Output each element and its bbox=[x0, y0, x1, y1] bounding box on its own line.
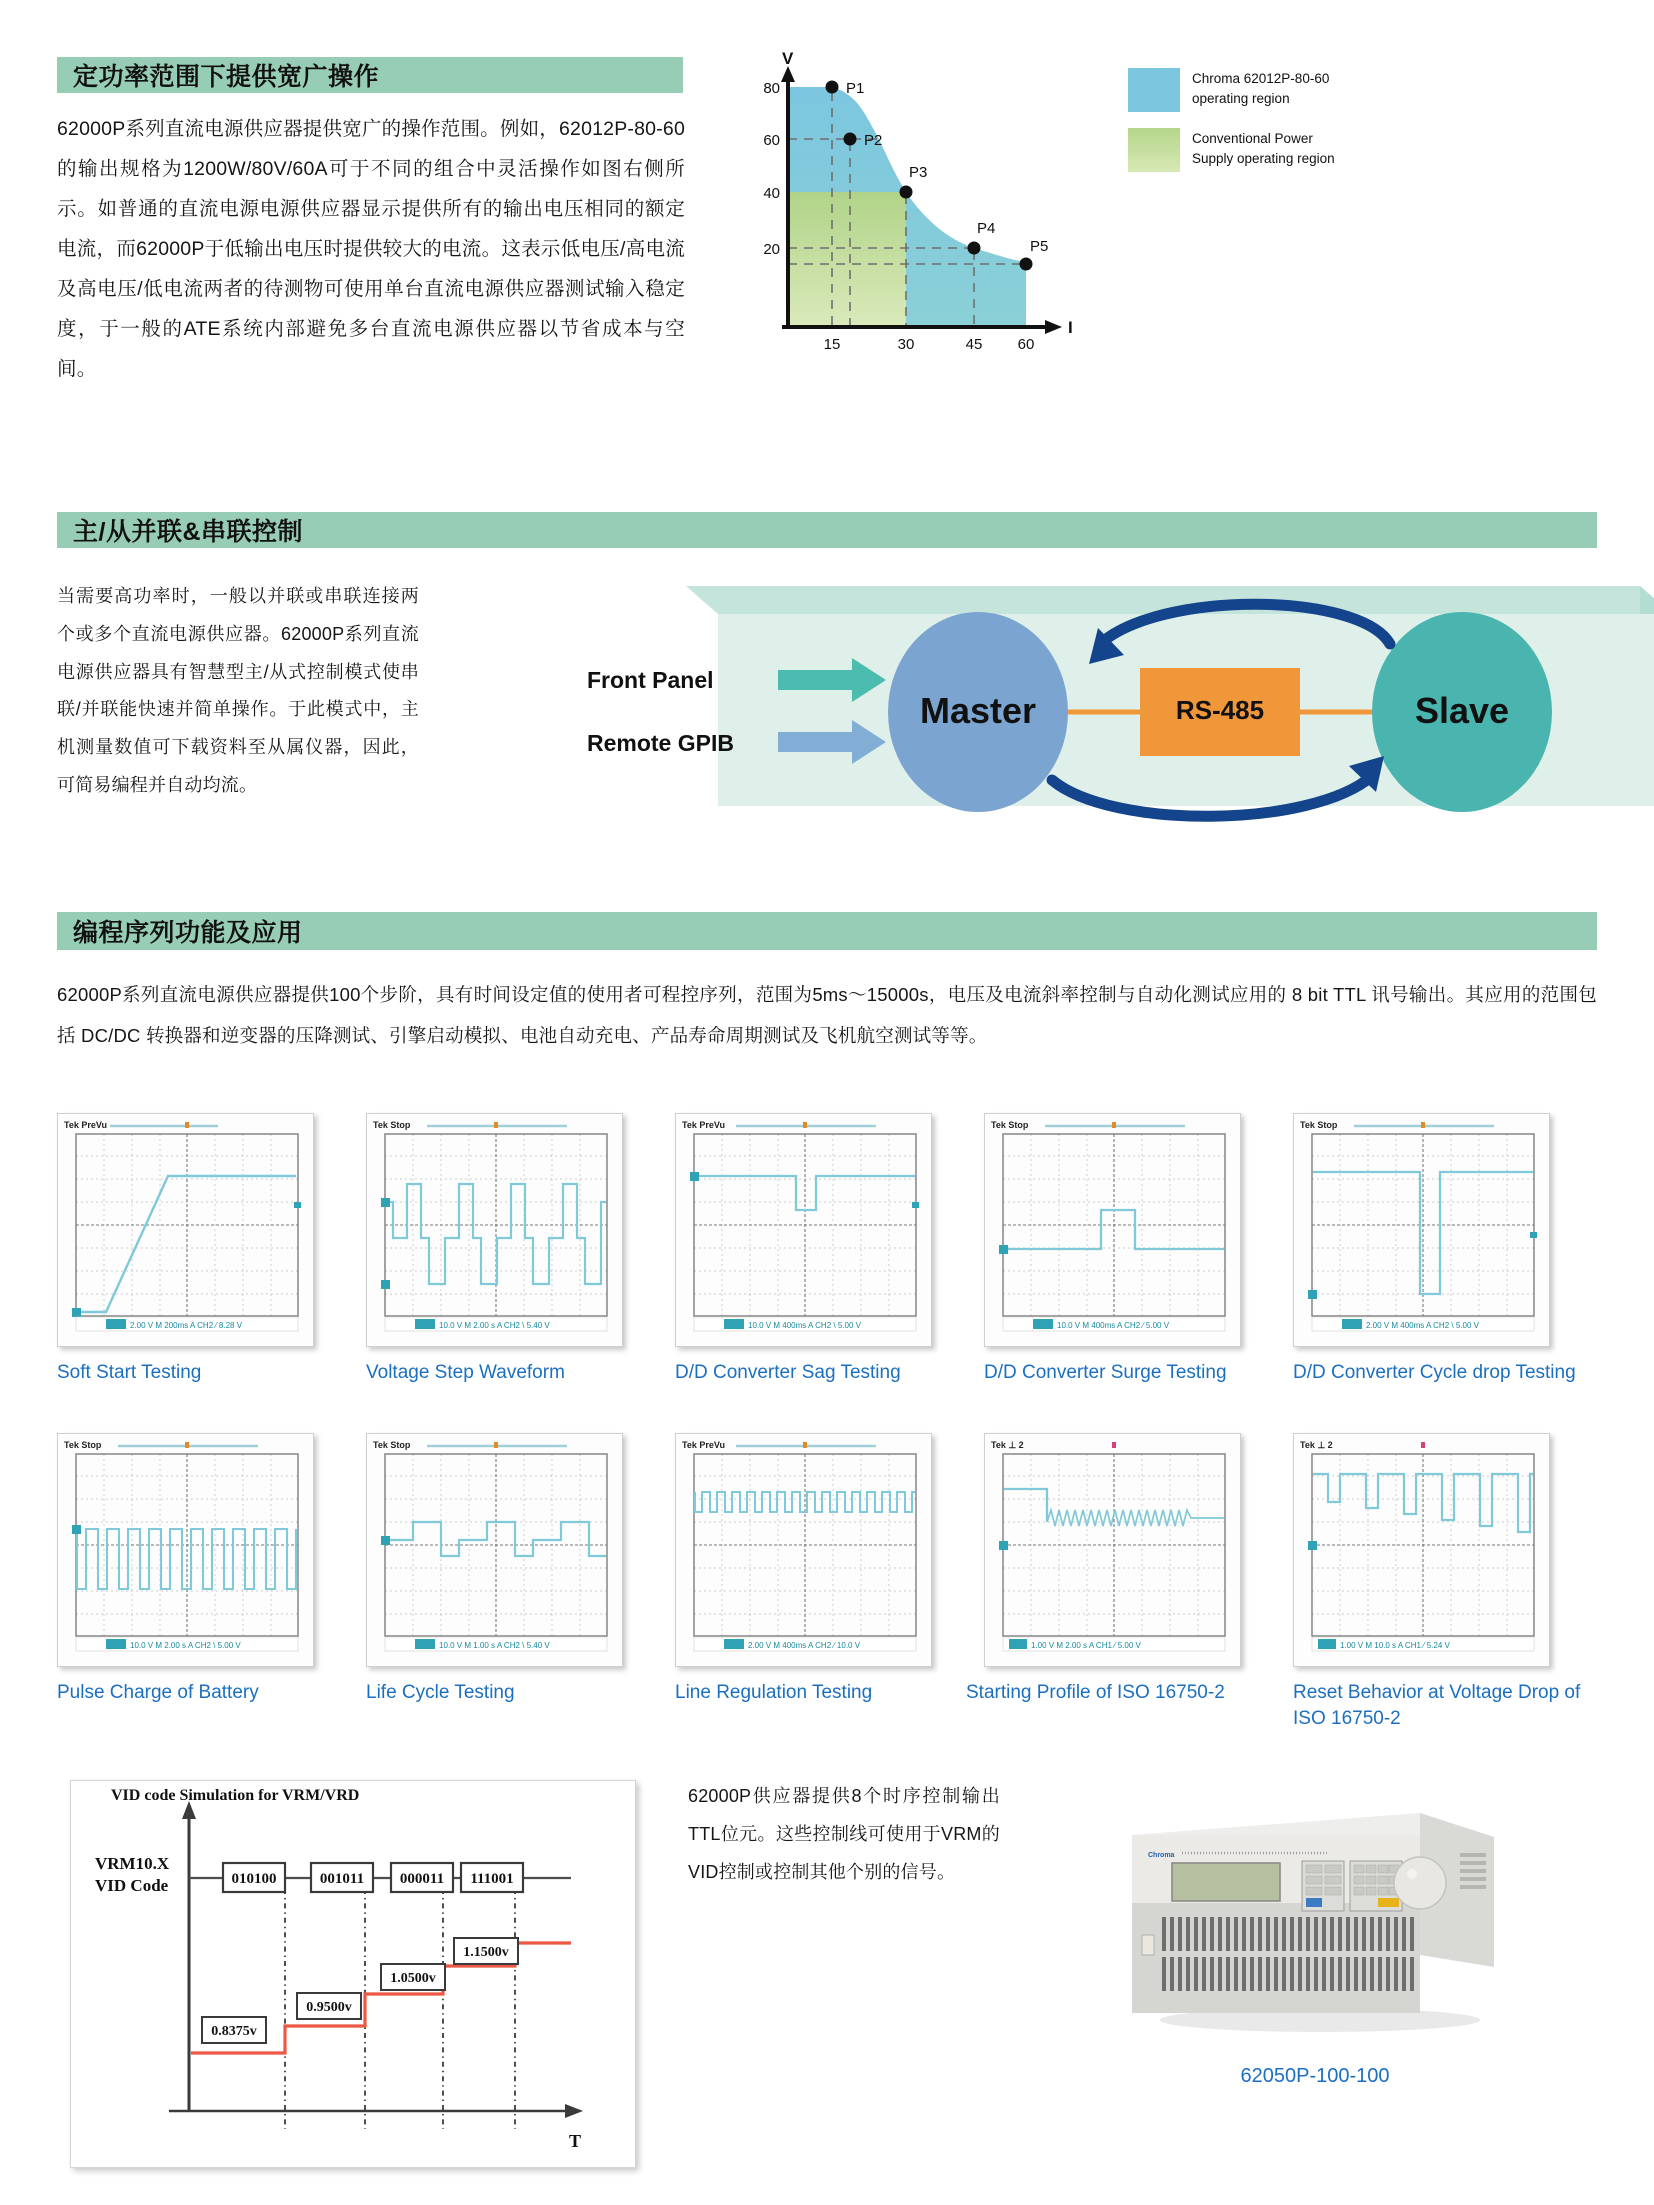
chart-point-p4 bbox=[968, 242, 981, 255]
product-brand: Chroma bbox=[1148, 1852, 1175, 1859]
scope-footer: 1.00 V M 10.0 s A CH1 ⁄ 5.24 V bbox=[1340, 1641, 1450, 1650]
scope-footer: 10.0 V M 2.00 s A CH2 \ 5.40 V bbox=[439, 1321, 550, 1330]
scope-footer: 2.00 V M 200ms A CH2 ⁄ 8.28 V bbox=[130, 1321, 243, 1330]
vid-code-3: 111001 bbox=[470, 1871, 514, 1887]
scope-caption: D/D Converter Surge Testing bbox=[984, 1362, 1227, 1383]
chart-ylabel: V bbox=[782, 49, 794, 68]
scope-header: Tek Stop bbox=[991, 1120, 1029, 1130]
vid-x-axis-label: T bbox=[569, 2131, 582, 2151]
scope-caption: Voltage Step Waveform bbox=[366, 1362, 565, 1383]
chart-legend bbox=[1128, 68, 1428, 188]
scope-card bbox=[1293, 1433, 1550, 1667]
legend-item-conventional bbox=[1128, 128, 1428, 172]
vid-voltage-1: 0.9500v bbox=[306, 2000, 352, 2015]
scope-screen-voltage-step bbox=[367, 1114, 622, 1346]
scope-footer: 2.00 V M 400ms A CH2 ⁄ 10.0 V bbox=[748, 1641, 861, 1650]
chart-xtick-45: 45 bbox=[965, 336, 983, 353]
chart-xtick-30: 30 bbox=[897, 336, 915, 353]
legend-item-chroma bbox=[1128, 68, 1428, 112]
power-envelope-chart bbox=[760, 49, 1120, 353]
section-body-master-slave: 当需要高功率时，一般以并联或串联连接两个或多个直流电源供应器。62000P系列直流电源供应器具有智慧型主/从式控制模式使串联/并联能快速并简单操作。于此模式中，主机测量数值可下载资料至从属仪器，因此，可简易编程并自动均流。 bbox=[57, 586, 419, 795]
scope-footer: 10.0 V M 400ms A CH2 ⁄ 5.00 V bbox=[1057, 1321, 1170, 1330]
scope-card bbox=[1293, 1113, 1550, 1347]
scope-footer: 2.00 V M 400ms A CH2 \ 5.00 V bbox=[1366, 1321, 1479, 1330]
scope-screen-soft-start bbox=[58, 1114, 313, 1346]
scope-header: Tek Stop bbox=[373, 1440, 411, 1450]
chart-point-label-p4: P4 bbox=[977, 220, 996, 237]
vid-y-axis-label-line1: VRM10.X bbox=[95, 1854, 170, 1873]
product-photo bbox=[1120, 1795, 1510, 2087]
chart-xtick-15: 15 bbox=[823, 336, 841, 353]
scope-caption: Soft Start Testing bbox=[57, 1362, 202, 1383]
section-header-program-sequence bbox=[57, 912, 1597, 950]
scope-footer: 1.00 V M 2.00 s A CH1 ⁄ 5.00 V bbox=[1031, 1641, 1141, 1650]
vid-code-2: 000011 bbox=[399, 1871, 445, 1887]
vid-card-title: VID code Simulation for VRM/VRD bbox=[111, 1787, 360, 1804]
legend-label-conventional-line2: Supply operating region bbox=[1192, 150, 1335, 166]
vid-voltage-3: 1.1500v bbox=[463, 1945, 509, 1960]
scope-card bbox=[984, 1113, 1241, 1347]
vid-code-svg bbox=[71, 1781, 635, 2167]
scope-footer: 10.0 V M 1.00 s A CH2 \ 5.40 V bbox=[439, 1641, 550, 1650]
scope-header: Tek PreVu bbox=[64, 1120, 108, 1130]
scope-header: Tek Stop bbox=[64, 1440, 102, 1450]
scope-caption: Life Cycle Testing bbox=[366, 1682, 515, 1703]
chart-point-label-p5: P5 bbox=[1030, 238, 1049, 255]
vid-code-0: 010100 bbox=[231, 1871, 277, 1887]
section-body-program-sequence: 62000P系列直流电源供应器提供100个步阶，具有时间设定值的使用者可程控序列，范围为5ms～15000s，电压及电流斜率控制与自动化测试应用的 8 bit TTL 讯号输出。其应用的范围包括 DC/DC 转换器和逆变器的压降测试、引擎启动模拟、电池自动充电、产品寿命周期测试及飞机航空测试等等。 bbox=[57, 984, 1597, 1046]
chart-region-conventional bbox=[788, 192, 906, 327]
scope-header: Tek Stop bbox=[373, 1120, 411, 1130]
scope-card bbox=[57, 1433, 314, 1667]
chart-point-label-p3: P3 bbox=[909, 164, 928, 181]
section-body-wide-operation: 62000P系列直流电源供应器提供宽广的操作范围。例如，62012P-80-60的输出规格为1200W/80V/60A可于不同的组合中灵活操作如图右侧所示。如普通的直流电源电源供应器显示提供所有的输出电压相同的额定电流，而62000P于低输出电压时提供较大的电流。这表示低电压/高电流及高电压/低电流两者的待测物可使用单台直流电源供应器测试输入稳定度，于一般的ATE系统内部避免多台直流电源供应器以节省成本与空间。 bbox=[57, 118, 685, 380]
scope-screen-pulse-charge bbox=[58, 1434, 313, 1666]
chart-point-p2 bbox=[844, 133, 857, 146]
scope-screen-iso-reset-behavior bbox=[1294, 1434, 1549, 1666]
chart-svg bbox=[760, 49, 1120, 353]
legend-swatch-conventional bbox=[1128, 128, 1180, 172]
legend-label-conventional-line1: Conventional Power bbox=[1192, 131, 1313, 146]
product-svg bbox=[1120, 1795, 1510, 2055]
scope-screen-surge bbox=[985, 1114, 1240, 1346]
vid-voltage-0: 0.8375v bbox=[211, 2024, 257, 2039]
chart-ytick-60: 60 bbox=[763, 132, 780, 149]
bottom-description: 62000P供应器提供8个时序控制输出TTL位元。这些控制线可使用于VRM的VID控制或控制其他个别的信号。 bbox=[688, 1786, 1000, 1882]
label-rs485: RS-485 bbox=[1175, 695, 1265, 725]
legend-swatch-chroma bbox=[1128, 68, 1180, 112]
section-title: 定功率范围下提供宽广操作 bbox=[73, 63, 380, 91]
scope-caption: D/D Converter Sag Testing bbox=[675, 1362, 901, 1383]
chart-point-label-p2: P2 bbox=[864, 132, 883, 149]
scope-card bbox=[366, 1433, 623, 1667]
scope-caption: Pulse Charge of Battery bbox=[57, 1682, 259, 1703]
chart-point-p1 bbox=[826, 81, 839, 94]
chart-point-label-p1: P1 bbox=[846, 80, 865, 97]
chart-xlabel: I bbox=[1068, 318, 1073, 337]
legend-label-chroma-line2: operating region bbox=[1192, 90, 1290, 106]
section-title: 编程序列功能及应用 bbox=[73, 919, 303, 947]
master-slave-diagram bbox=[587, 572, 1600, 820]
label-front-panel: Front Panel bbox=[587, 667, 714, 693]
label-remote-gpib: Remote GPIB bbox=[587, 730, 734, 756]
chart-ytick-20: 20 bbox=[763, 241, 780, 258]
scope-card bbox=[984, 1433, 1241, 1667]
product-model-caption: 62050P-100-100 bbox=[1240, 2065, 1390, 2087]
vid-y-axis-label-line2: VID Code bbox=[95, 1876, 169, 1895]
chart-ytick-40: 40 bbox=[763, 185, 780, 202]
chart-ytick-80: 80 bbox=[763, 80, 780, 97]
chart-point-p5 bbox=[1020, 258, 1033, 271]
scope-screen-life-cycle bbox=[367, 1434, 622, 1666]
scope-card bbox=[675, 1433, 932, 1667]
scope-footer: 10.0 V M 2.00 s A CH2 \ 5.00 V bbox=[130, 1641, 241, 1650]
scope-card bbox=[675, 1113, 932, 1347]
scope-screen-line-regulation bbox=[676, 1434, 931, 1666]
scope-header: Tek PreVu bbox=[682, 1440, 726, 1450]
scope-caption: Line Regulation Testing bbox=[675, 1682, 873, 1703]
scope-header: Tek Stop bbox=[1300, 1120, 1338, 1130]
scope-caption: Reset Behavior at Voltage Drop of ISO 16750-2 bbox=[1293, 1682, 1581, 1729]
legend-label-chroma-line1: Chroma 62012P-80-60 bbox=[1192, 71, 1330, 86]
section-header-master-slave bbox=[57, 512, 1597, 548]
scope-caption: D/D Converter Cycle drop Testing bbox=[1293, 1362, 1576, 1383]
section-title: 主/从并联&串联控制 bbox=[73, 518, 304, 546]
scope-footer: 10.0 V M 400ms A CH2 \ 5.00 V bbox=[748, 1321, 861, 1330]
scope-card bbox=[57, 1113, 314, 1347]
vid-voltage-2: 1.0500v bbox=[390, 1971, 436, 1986]
vid-code-1: 001011 bbox=[319, 1871, 365, 1887]
scope-header: Tek ⊥ 2 bbox=[991, 1440, 1024, 1450]
power-switch[interactable] bbox=[1142, 1935, 1154, 1955]
scope-header: Tek PreVu bbox=[682, 1120, 726, 1130]
label-slave: Slave bbox=[1414, 690, 1510, 731]
scope-screen-iso-starting-profile bbox=[985, 1434, 1240, 1666]
scope-card bbox=[366, 1113, 623, 1347]
scope-caption: Starting Profile of ISO 16750-2 bbox=[966, 1682, 1225, 1703]
scope-screen-cycle-drop bbox=[1294, 1114, 1549, 1346]
rotary-knob bbox=[1394, 1857, 1446, 1909]
scope-screen-sag bbox=[676, 1114, 931, 1346]
label-master: Master bbox=[919, 690, 1037, 731]
blue-button bbox=[1306, 1898, 1322, 1907]
vid-code-simulation-card bbox=[70, 1780, 636, 2168]
chart-point-p3 bbox=[900, 186, 913, 199]
scope-header: Tek ⊥ 2 bbox=[1300, 1440, 1333, 1450]
chart-xtick-60: 60 bbox=[1017, 336, 1035, 353]
yellow-button bbox=[1378, 1898, 1399, 1907]
section-header-wide-operation bbox=[57, 57, 683, 93]
